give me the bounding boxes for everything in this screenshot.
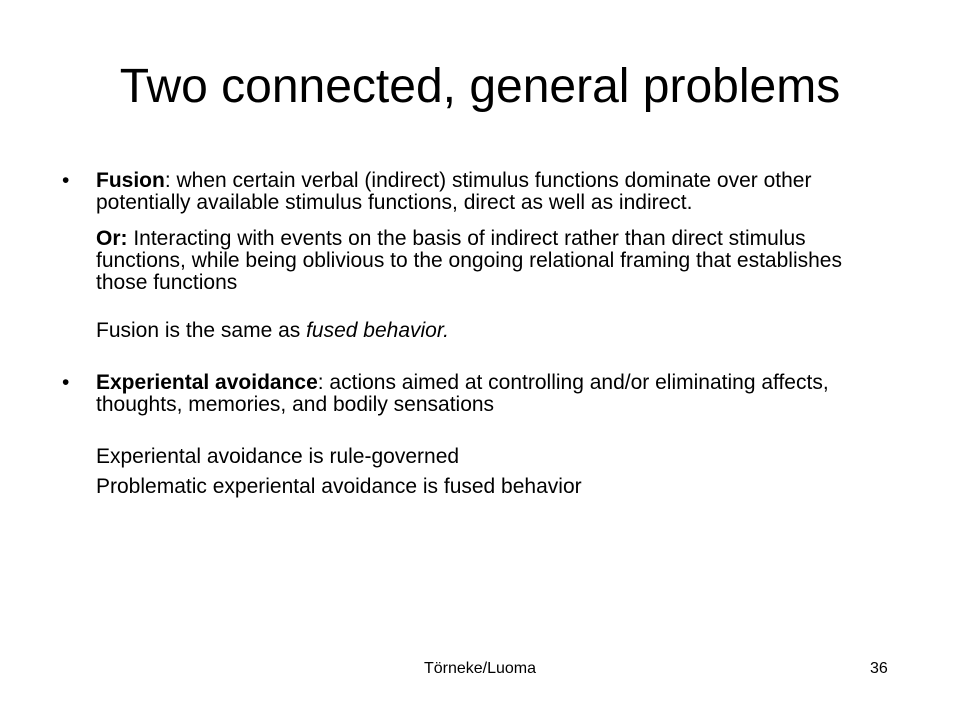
bullet-dot-icon: • — [62, 371, 70, 394]
bullet-avoidance — [60, 372, 880, 416]
slide-body — [60, 170, 880, 498]
sub-lead-or: Or: — [96, 227, 128, 250]
slide-footer: Törneke/Luoma — [423, 660, 537, 677]
sub-fusion-or — [60, 228, 880, 294]
sub-em-same: fused behavior. — [306, 319, 449, 342]
bullet-term-avoidance: Experiental avoidance — [96, 371, 318, 394]
bullet-fusion — [60, 170, 880, 214]
slide-title: Two connected, general problems — [119, 60, 841, 113]
bullet-dot-icon: • — [62, 169, 70, 192]
sub-text-or: Interacting with events on the basis of indirect rather than direct stimulus functions, while being oblivious to the ongoing relational framing that establishes those functions — [96, 227, 842, 294]
sub-pre-same: Fusion is the same as — [96, 319, 307, 342]
sub-avoidance-fused: Problematic experiental avoidance is fused behavior — [96, 475, 582, 498]
sub-fusion-same — [60, 320, 880, 342]
page-number: 36 — [870, 660, 888, 677]
sub-avoidance-rule: Experiental avoidance is rule-governed — [96, 445, 460, 468]
bullet-text-avoidance: : actions aimed at controlling and/or eliminating affects, thoughts, memories, and bodily sensations — [96, 371, 829, 416]
bullet-term-fusion: Fusion — [96, 169, 165, 192]
bullet-text-fusion: : when certain verbal (indirect) stimulus functions dominate over other potentially available stimulus functions, direct as well as indirect. — [96, 169, 812, 214]
